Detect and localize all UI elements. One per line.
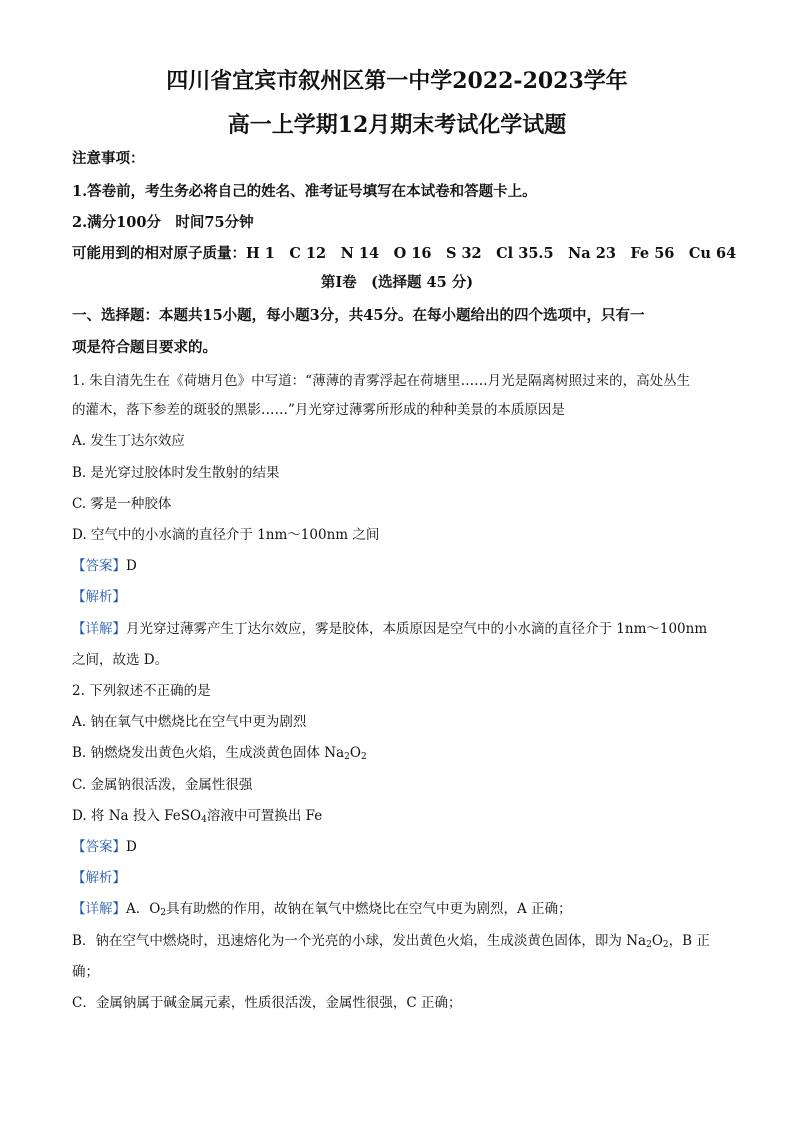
q1-detail-line-2: 之间，故选 D。: [72, 652, 169, 668]
title-line-1: 四川省宜宾市叙州区第一中学2022-2023学年: [166, 68, 628, 94]
notes-item-2: 2.满分100分 时间75分钟: [72, 214, 254, 231]
section-instruction-line-1: 一、选择题：本题共15小题，每小题3分，共45分。在每小题给出的四个选项中，只有一: [72, 307, 645, 324]
q2-option-b: [72, 742, 722, 768]
q2-option-d-text: D. 将 Na 投入 FeSO: [72, 808, 202, 824]
q1-option-c: C. 雾是一种胶体: [72, 496, 172, 512]
detail-label: 【详解】: [72, 621, 126, 637]
q2-detail-b-rest: ，B 正: [668, 933, 710, 949]
section-instruction-line-2: 项是符合题目要求的。: [72, 339, 217, 356]
q1-stem-line-1: 1. 朱自清先生在《荷塘月色》中写道：“薄薄的青雾浮起在荷塘里……月光是隔离树照过来的，高处丛生: [72, 373, 691, 389]
atomic-mass-line: 可能用到的相对原子质量：H 1 C 12 N 14 O 16 S 32 Cl 35.5 Na 23 Fe 56 Cu 64: [72, 245, 737, 262]
q2-answer-value: D: [126, 839, 137, 855]
subscript: 2: [160, 908, 167, 918]
q1-option-a: A. 发生丁达尔效应: [72, 433, 185, 449]
q2-detail-b-o: O: [651, 933, 663, 949]
q2-option-c: C. 金属钠很活泼，金属性很强: [72, 777, 253, 793]
analysis-label: 【解析】: [72, 870, 126, 886]
q2-option-b-text: B. 钠燃烧发出黄色火焰，生成淡黄色固体 Na: [72, 745, 345, 761]
q1-option-d: D. 空气中的小水滴的直径介于 1nm～100nm 之间: [72, 527, 380, 543]
q2-option-d-rest: 溶液中可置换出 Fe: [206, 808, 323, 824]
q2-stem: 2. 下列叙述不正确的是: [72, 683, 211, 699]
subscript: 2: [360, 752, 367, 762]
q2-option-b-o: O: [349, 745, 361, 761]
q2-answer: [72, 836, 722, 858]
q2-detail-a: [72, 898, 722, 924]
q2-detail-a-text: A．O: [126, 901, 161, 917]
subscript: 2: [662, 940, 669, 950]
q1-detail-text: 月光穿过薄雾产生丁达尔效应，雾是胶体，本质原因是空气中的小水滴的直径介于 1nm～100nm: [126, 621, 708, 637]
answer-label: 【答案】: [72, 558, 126, 574]
title-line-2: 高一上学期12月期末考试化学试题: [227, 112, 567, 138]
q2-detail-b-text: B．钠在空气中燃烧时，迅速熔化为一个光亮的小球，发出黄色火焰，生成淡黄色固体，即为 Na: [72, 933, 647, 949]
answer-label: 【答案】: [72, 839, 126, 855]
q1-answer-value: D: [126, 558, 137, 574]
subscript: 4: [201, 815, 207, 825]
q2-option-a: A. 钠在氧气中燃烧比在空气中更为剧烈: [72, 714, 307, 730]
q2-detail-c: C．金属钠属于碱金属元素，性质很活泼，金属性很强，C 正确；: [72, 995, 462, 1011]
q1-stem-line-2: 的灌木，落下参差的斑驳的黑影……”月光穿过薄雾所形成的种种美景的本质原因是: [72, 402, 565, 418]
section-title: 第Ⅰ卷 (选择题 45 分): [320, 274, 474, 291]
q2-option-d: [72, 805, 722, 831]
notes-item-1: 1.答卷前，考生务必将自己的姓名、准考证号填写在本试卷和答题卡上。: [72, 183, 537, 200]
subscript: 2: [646, 940, 652, 950]
q1-detail-line-1: [72, 618, 722, 640]
q1-option-b: B. 是光穿过胶体时发生散射的结果: [72, 465, 280, 481]
q2-detail-b: [72, 930, 722, 956]
q2-detail-b-line-2: 确；: [72, 964, 99, 980]
q1-answer: [72, 555, 722, 577]
analysis-label: 【解析】: [72, 589, 126, 605]
subscript: 2: [344, 752, 350, 762]
q2-analysis-label: [72, 867, 722, 889]
notes-heading: 注意事项：: [72, 150, 145, 167]
q2-detail-a-rest: 具有助燃的作用，故钠在氧气中燃烧比在空气中更为剧烈，A 正确；: [166, 901, 572, 917]
detail-label: 【详解】: [72, 901, 126, 917]
q1-analysis-label: [72, 586, 722, 608]
